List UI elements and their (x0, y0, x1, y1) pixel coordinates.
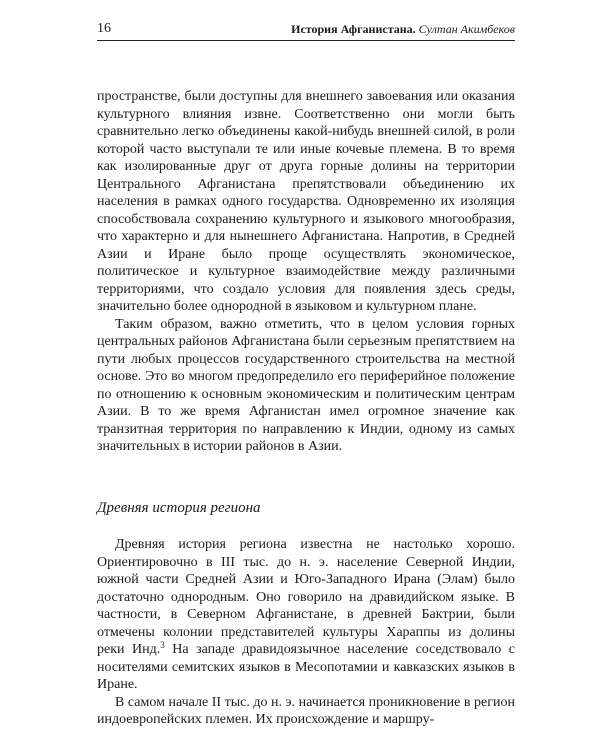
running-header (97, 18, 515, 41)
page-number: 16 (97, 21, 111, 36)
paragraph: В самом начале II тыс. до н. э. начинается проникновение в регион индоевропейских племен. Их происхождение и маршру- (97, 694, 515, 727)
footnote-reference[interactable]: 3 (160, 640, 165, 650)
body-text (97, 88, 515, 729)
paragraph-text: На западе дравидоязычное население соседствовало с носителями семитских языков в Месопотамии и кавказских языков в Иране. (97, 642, 516, 692)
paragraph (97, 536, 515, 694)
book-page (97, 18, 515, 729)
paragraph: пространстве, были доступны для внешнего завоевания или оказания культурного влияния извне. Соответственно они могли быть сравнительно легко объединены какой-нибудь внешней силой, в роли которой часто выступали те или иные кочевые племена. В то время как изолированные друг от друга горные долины на территории Центрального Афганистана препятствовали объединению их населения в рамках одного государства. Одновременно их изоляция способствовала сохранению культурного и языкового многообразия, что характерно и для нынешнего Афганистана. Напротив, в Средней Азии и Иране было проще осуществлять экономическое, политическое и культурное взаимодействие между различными территориями, что создало условия для появления здесь среды, значительно более однородной в языковом и культурном плане. (97, 89, 515, 314)
paragraph-text: Древняя история региона известна не настолько хорошо. Ориентировочно в III тыс. до н. э. население Северной Индии, южной части Средней Азии и Юго-Западного Ирана (Элам) было достаточно однородным. Оно говорило на дравидийском языке. В частности, в Северном Афганистане, в древней Бактрии, были отмечены колонии представителей культуры Хараппы из долины реки Инд. (97, 537, 515, 657)
section-heading: Древняя история региона (97, 499, 261, 516)
book-title: История Афганистана. (291, 22, 416, 36)
paragraph: Таким образом, важно отметить, что в целом условия горных центральных районов Афганистана были серьезным препятствием на пути любых процессов государственного строительства на местной основе. Это во многом предопределило его периферийное положение по отношению к основным экономическим и политическим центрам Азии. В то же время Афганистан имел огромное значение как транзитная территория по направлению к Индии, одному из самых значительных в истории районов в Азии. (97, 316, 515, 454)
header-title (291, 22, 515, 37)
author-name: Султан Акимбеков (418, 22, 515, 36)
